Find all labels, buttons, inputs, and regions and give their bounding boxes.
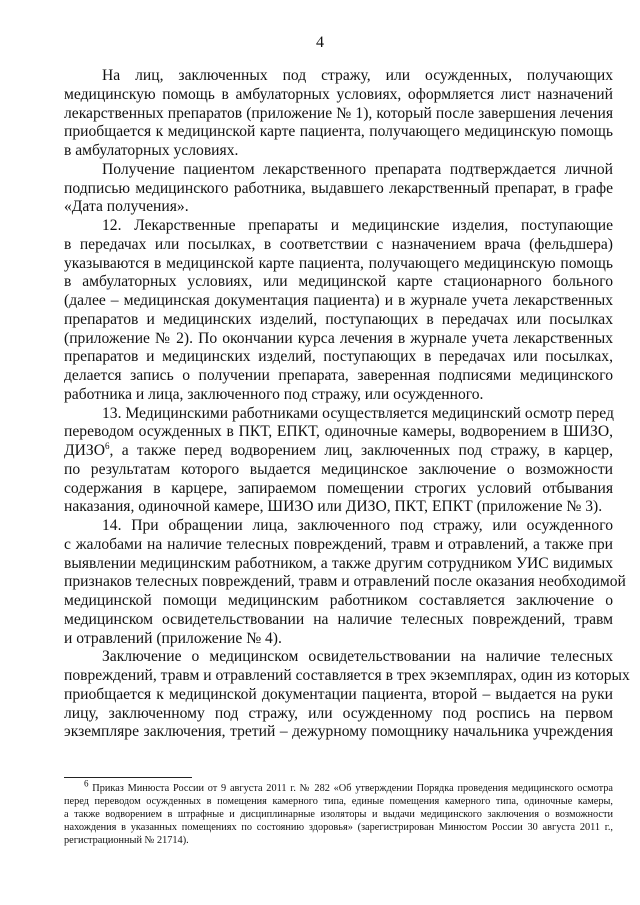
text-line: Заключение о медицинском освидетельствовании на наличие телесных (102, 648, 613, 666)
text-line: работника и лица, заключенного под стражу, или осужденного. (64, 385, 484, 403)
text-line: экземпляре заключения, третий – дежурному помощнику начальника учреждения (64, 723, 613, 741)
footnote-line: а также водворением в штрафные и дисциплинарные изоляторы и выдачи медицинского заключения о возможности (64, 809, 613, 820)
document-body (64, 67, 630, 742)
text-line: медицинском освидетельствовании на наличие телесных повреждений, травм (64, 610, 613, 628)
text-line: выявлении медицинским работником, а также другим сотрудником УИС видимых (64, 554, 613, 572)
paragraph (64, 405, 613, 518)
text-line: медицинской помощи медицинским работником составляется заключение о (64, 592, 613, 609)
text-line: подписью медицинского работника, выдавшего лекарственный препарат, в графе (64, 179, 613, 197)
text-line: с жалобами на наличие телесных повреждений, травм и отравлений, а также при (64, 535, 613, 553)
text-line: (приложение № 2). По окончании курса лечения в журнале учета лекарственных (64, 329, 613, 347)
text-line: повреждений, травм и отравлений составляется в трех экземплярах, один из которых (64, 667, 630, 684)
text-line: 12. Лекарственные препараты и медицинские изделия, поступающие (102, 217, 613, 234)
footnote-line: регистрационный № 21714). (64, 835, 189, 846)
paragraph (64, 648, 630, 742)
footnote-reference: 6 (104, 440, 110, 451)
footnote-marker: 6 (84, 778, 89, 789)
text-line: в амбулаторных условиях. (64, 142, 239, 159)
text-line: содержания в карцере, запираемом помещении строгих условий отбывания (64, 479, 613, 497)
text-line: наказания, одиночной камере, ШИЗО или ДИЗО, ПКТ, ЕПКТ (приложение № 3). (64, 498, 603, 516)
text-line: (далее – медицинская документация пациента) и в журнале учета лекарственных (64, 292, 613, 309)
text-line: делается запись о получении препарата, заверенная подписями медицинского (64, 367, 613, 384)
footnote (64, 778, 613, 847)
text-line: признаков телесных повреждений, травм и отравлений после оказания необходимой (64, 573, 626, 591)
paragraph (64, 517, 626, 648)
text-line: приобщается к медицинской карте пациента, получающего медицинскую помощь (64, 123, 613, 141)
text-line: ДИЗО$^6$, а также перед водворением лиц, заключенных под стражу, в карцер, (64, 440, 613, 459)
text-line: препаратов и медицинских изделий, поступающих в передачах или посылках (64, 310, 613, 328)
text-line: медицинскую помощь в амбулаторных условиях, оформляется лист назначений (64, 85, 613, 103)
paragraph (64, 67, 613, 161)
text-line: «Дата получения». (64, 198, 189, 216)
text-line: 14. При обращении лица, заключенного под стражу, или осужденного (102, 517, 613, 534)
text-line: 13. Медицинскими работниками осуществляется медицинский осмотр перед (102, 404, 614, 422)
footnote-line: перед переводом осужденных в помещения камерного типа, единые помещения камерного типа, одиночные камеры, (64, 796, 613, 807)
page-number: 4 (316, 34, 324, 51)
footnote-line: $^6$ Приказ Минюста России от 9 августа 2011 г. № 282 «Об утверждении Порядка проведения медицинского осмотра (84, 778, 613, 794)
text-line: указываются в медицинской карте пациента, получающего медицинскую помощь (64, 254, 613, 272)
text-line: препаратов и медицинских изделий, поступающих в передачах или посылках, (64, 348, 613, 366)
footnote-line: нахождения в указанных помещениях по состоянию здоровья» (зарегистрирован Минюстом России 30 августа 2011 г., (64, 822, 613, 833)
text-line: приобщается к медицинской документации пациента, второй – выдается на руки (64, 685, 613, 703)
text-line: в амбулаторных условиях, или медицинской карте стационарного больного (64, 273, 613, 291)
text-line: лекарственных препаратов (приложение № 1), который после завершения лечения (64, 104, 613, 122)
text-line: и отравлений (приложение № 4). (64, 629, 282, 647)
text-line: переводом осужденных в ПКТ, ЕПКТ, одиночные камеры, водворением в ШИЗО, (64, 423, 613, 441)
paragraph (64, 161, 613, 217)
text-line: Получение пациентом лекарственного препарата подтверждается личной (102, 160, 613, 178)
text-line: по результатам которого выдается медицинское заключение о возможности (64, 460, 613, 478)
text-line: На лиц, заключенных под стражу, или осужденных, получающих (102, 67, 613, 84)
paragraph (64, 217, 613, 405)
text-line: лицу, заключенному под стражу, или осужденному под роспись на первом (64, 704, 613, 722)
text-line: в передачах или посылках, в соответствии с назначением врача (фельдшера) (64, 235, 613, 253)
